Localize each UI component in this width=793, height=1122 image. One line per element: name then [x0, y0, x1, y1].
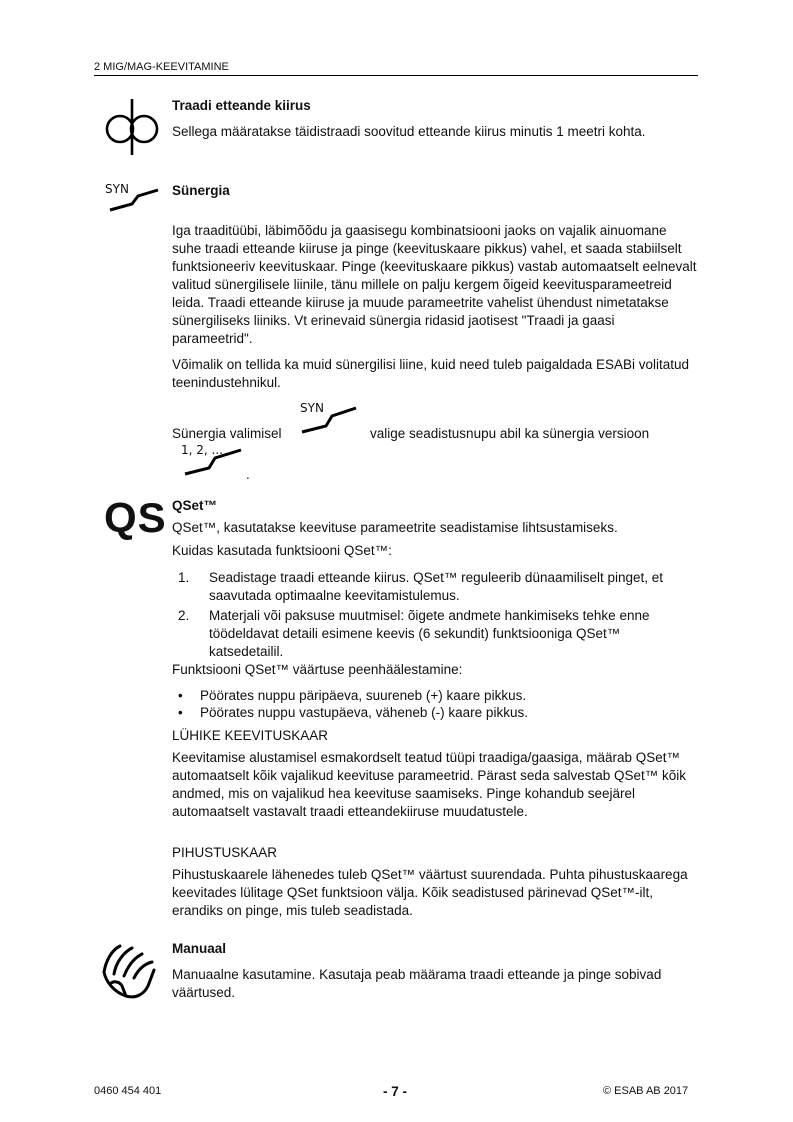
- wire-feed-text: Sellega määratakse täidistraadi soovitud etteande kiirus minutis 1 meetri kohta.: [172, 124, 646, 139]
- qset-step: [178, 607, 698, 661]
- synergy-icon: [108, 186, 162, 214]
- short-arc-text: Keevitamise alustamisel esmakordselt teatud tüüpi traadiga/gaasiga, määrab QSet™ automaatselt kõik vajalikud keevituse parameetrid. Pärast seda salvestab QSet™ kõik andmed, mis on vajalikud hea keevituse saamiseks. Pinge kohandub seejärel automaatselt vastavalt traadi etteandekiiruse muudatustele.: [172, 750, 687, 819]
- qset-step-number: 1.: [178, 570, 190, 585]
- synergy-select-before: Sünergia valimisel: [172, 426, 282, 441]
- qset-step-number: 2.: [178, 608, 190, 623]
- synergy-version-label: 1, 2, ...: [181, 443, 223, 457]
- qset-icon: QS: [104, 494, 167, 541]
- list-item: [178, 687, 698, 704]
- running-header: 2 MIG/MAG-KEEVITAMINE: [94, 61, 229, 73]
- footer-copyright: © ESAB AB 2017: [603, 1085, 689, 1097]
- short-arc-title: LÜHIKE KEEVITUSKAAR: [172, 728, 329, 743]
- synergy-end-dot: .: [246, 467, 250, 482]
- synergy-version-icon: [183, 448, 243, 478]
- manual-title: Manuaal: [172, 941, 227, 956]
- spray-arc-text: Pihustuskaarele lähenedes tuleb QSet™ väärtust suurendada. Puhta pihustuskaarega keevitades lülitage QSet funktsioon välja. Kõik seadistused pärinevad QSet™-ilt, erandiks on pinge, mis tuleb seadistada.: [172, 867, 688, 918]
- synergy-title: Sünergia: [172, 183, 230, 198]
- qset-step: [178, 569, 698, 605]
- spray-arc-title: PIHUSTUSKAAR: [172, 845, 278, 860]
- qset-step-text: Seadistage traadi etteande kiirus. QSet™ reguleerib dünaamiliselt pinget, et saavutada optimaalne keevitamistulemus.: [209, 570, 664, 603]
- bullet-icon: •: [178, 705, 183, 720]
- header-rule: [94, 75, 698, 76]
- qset-steps-list: [178, 569, 698, 661]
- list-item: [178, 704, 698, 721]
- qset-line-1: QSet™, kasutatakse keevituse parameetrite seadistamise lihtsustamiseks.: [172, 520, 618, 535]
- list-item-text: Pöörates nuppu päripäeva, suureneb (+) kaare pikkus.: [200, 688, 527, 703]
- qset-line-2: Kuidas kasutada funktsiooni QSet™:: [172, 543, 392, 558]
- footer-doc-number: 0460 454 401: [94, 1085, 162, 1097]
- qset-title: QSet™: [172, 498, 218, 513]
- synergy-select-icon-label: SYN: [300, 401, 324, 415]
- qset-finetune-title: Funktsiooni QSet™ väärtuse peenhäälestamine:: [172, 662, 463, 677]
- hand-icon: [96, 938, 162, 1004]
- synergy-select-icon: [300, 404, 358, 436]
- synergy-paragraph-2: Võimalik on tellida ka muid sünergilisi liine, kuid need tuleb paigaldada ESABi volitatud teenindustehnikul.: [172, 357, 690, 390]
- wire-feed-icon: [103, 97, 161, 157]
- synergy-icon-label: SYN: [105, 182, 129, 196]
- footer-page-number: - 7 -: [383, 1084, 408, 1099]
- list-item-text: Pöörates nuppu vastupäeva, väheneb (-) kaare pikkus.: [200, 705, 528, 720]
- bullet-icon: •: [178, 688, 183, 703]
- qset-finetune-bullets: [178, 687, 698, 721]
- synergy-select-after: valige seadistusnupu abil ka sünergia versioon: [370, 426, 650, 441]
- qset-step-text: Materjali või paksuse muutmisel: õigete andmete hankimiseks tehke enne töödeldavat detaili esimene keevis (6 sekundit) funktsiooniga QSet™ katsedetailil.: [209, 608, 650, 659]
- manual-text: Manuaalne kasutamine. Kasutaja peab määrama traadi etteande ja pinge sobivad väärtused.: [172, 967, 662, 1000]
- wire-feed-title: Traadi etteande kiirus: [172, 98, 311, 113]
- synergy-paragraph-1: Iga traaditüübi, läbimõõdu ja gaasisegu kombinatsiooni jaoks on vajalik ainuomane suhe traadi etteande kiiruse ja pinge (keevituskaare pikkus) vahel, et saada stabiilselt funktsioneeriv keevituskaar. Pinge (keevituskaare pikkus) vastab automaatselt eelnevalt valitud sünergilisele liinile, tänu millele on palju kergem õigeid keevitusparameetreid leida. Traadi etteande kiiruse ja muude parameetrite vahelist ühendust nimetatakse sünergiliseks liiniks. Vt erinevaid sünergia ridasid jaotisest "Traadi ja gaasi parameetrid".: [172, 223, 697, 346]
